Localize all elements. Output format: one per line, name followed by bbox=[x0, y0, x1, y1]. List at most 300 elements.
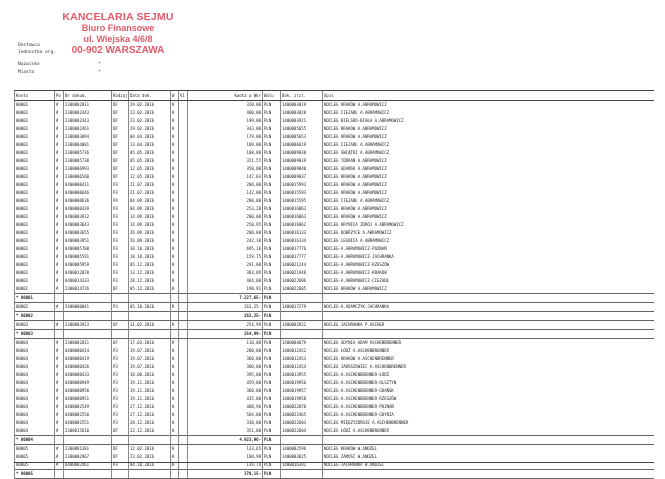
cell-v1 bbox=[179, 149, 188, 157]
table-row bbox=[15, 173, 655, 181]
cell-nr-dokum: 2300005736 bbox=[64, 149, 112, 157]
cell-waluta: PLN bbox=[263, 229, 281, 237]
cell-v1 bbox=[179, 237, 188, 245]
cell-opis: NOCLEG KRAKÓW A.ASCHENBRENNER bbox=[323, 355, 655, 363]
cell-konto: 80001 bbox=[15, 189, 55, 197]
table-row bbox=[15, 237, 655, 245]
cell-dok-zrzl: 1400009039 bbox=[281, 157, 323, 165]
col-po: Po bbox=[55, 91, 64, 101]
cell-po: # bbox=[55, 419, 64, 427]
cell-kwota: 400,00 bbox=[188, 109, 263, 117]
cell-kwota: 253,20 bbox=[188, 205, 263, 213]
cell-data-dok: 18.08.2016 bbox=[129, 371, 171, 379]
cell-waluta: PLN bbox=[263, 379, 281, 387]
cell-opis: NOCLEG-A.ASCHENBRENNER-RZESZÓW bbox=[323, 395, 655, 403]
cell-konto: 80005 bbox=[15, 453, 55, 461]
cell-w bbox=[171, 294, 179, 303]
cell-po: # bbox=[55, 165, 64, 173]
cell-data-dok: 19.07.2016 bbox=[129, 347, 171, 355]
cell-kwota: 242,10 bbox=[188, 237, 263, 245]
cell-kwota: 147,03 bbox=[188, 173, 263, 181]
cell-waluta: PLN bbox=[263, 205, 281, 213]
cell-opis bbox=[323, 436, 655, 445]
cell-dok-zrzl: 1400021948 bbox=[281, 269, 323, 277]
cell-po: # bbox=[55, 253, 64, 261]
cell-v1 bbox=[179, 109, 188, 117]
cell-data-dok: 28.12.2016 bbox=[129, 419, 171, 427]
cell-konto: 80001 bbox=[15, 269, 55, 277]
cell-opis: NOCLEG JAROSZOWIEC A.ASCHENBRENNER bbox=[323, 363, 655, 371]
cell-rodzaj: DF bbox=[112, 165, 129, 173]
cell-opis: NOCLEG KRAKÓW W.ANDZEL bbox=[323, 445, 655, 454]
cell-kwota: 360,00 bbox=[188, 387, 263, 395]
cell-waluta: PLN bbox=[263, 303, 281, 312]
cell-konto: 80004 bbox=[15, 355, 55, 363]
table-row bbox=[15, 229, 655, 237]
cell-w: K bbox=[171, 237, 179, 245]
cell-konto: 80001 bbox=[15, 149, 55, 157]
cell-konto: 80004 bbox=[15, 411, 55, 419]
cell-v1 bbox=[179, 213, 188, 221]
cell-v1 bbox=[179, 277, 188, 285]
cell-data-dok: 18.10.2016 bbox=[129, 253, 171, 261]
cell-w: K bbox=[171, 101, 179, 110]
cell-po: # bbox=[55, 133, 64, 141]
cell-kwota: 350,00 bbox=[188, 165, 263, 173]
cell-dok-zrzl: 1400017279 bbox=[281, 303, 323, 312]
cell-kwota: 320,00 bbox=[188, 101, 263, 110]
cell-waluta: PLN bbox=[263, 173, 281, 181]
cell-kwota: 280,00 bbox=[188, 181, 263, 189]
cell-po: # bbox=[55, 387, 64, 395]
cell-po: # bbox=[55, 149, 64, 157]
cell-waluta: PLN bbox=[263, 427, 281, 436]
cell-opis: NOCLEG KRAKÓW A.ABRAMOWICZ bbox=[323, 189, 655, 197]
cell-konto: * 80004 bbox=[15, 436, 55, 445]
cell-w: K bbox=[171, 363, 179, 371]
stamp-line-3: ul. Wiejska 4/6/8 bbox=[83, 34, 153, 44]
cell-dok-zrzl: 1400016134 bbox=[281, 237, 323, 245]
cell-nr-dokum: 6400003912 bbox=[64, 213, 112, 221]
cell-v1 bbox=[179, 371, 188, 379]
cell-konto: 80004 bbox=[15, 427, 55, 436]
cell-kwota: 109,00 bbox=[188, 141, 263, 149]
cell-nr-dokum: 6400000426 bbox=[64, 363, 112, 371]
cell-rodzaj: P3 bbox=[112, 355, 129, 363]
cell-rodzaj: P3 bbox=[112, 387, 129, 395]
cell-kwota: 695,16 bbox=[188, 245, 263, 253]
cell-po bbox=[55, 330, 64, 339]
cell-kwota: 351,00 bbox=[188, 427, 263, 436]
cell-dok-zrzl: 1400012453 bbox=[281, 355, 323, 363]
cell-v1 bbox=[179, 229, 188, 237]
cell-konto: 80003 bbox=[15, 321, 55, 330]
cell-data-dok: 12.05.2016 bbox=[129, 173, 171, 181]
cell-rodzaj: P3 bbox=[112, 411, 129, 419]
cell-w: K bbox=[171, 189, 179, 197]
cell-po: # bbox=[55, 277, 64, 285]
cell-kwota: 291,00 bbox=[188, 261, 263, 269]
cell-data-dok: 05.10.2016 bbox=[129, 303, 171, 312]
cell-w: K bbox=[171, 125, 179, 133]
table-row bbox=[15, 269, 655, 277]
cell-nr-dokum: 2300003094 bbox=[64, 133, 112, 141]
cell-w: K bbox=[171, 213, 179, 221]
cell-kwota: 108,00 bbox=[188, 149, 263, 157]
cell-konto: 80004 bbox=[15, 363, 55, 371]
cell-dok-zrzl bbox=[281, 330, 323, 339]
cell-po: # bbox=[55, 261, 64, 269]
cell-v1 bbox=[179, 197, 188, 205]
cell-po: # bbox=[55, 117, 64, 125]
cell-w: K bbox=[171, 411, 179, 419]
cell-konto: 80001 bbox=[15, 245, 55, 253]
cell-nr-dokum bbox=[64, 330, 112, 339]
cell-dok-zrzl: 1400021244 bbox=[281, 261, 323, 269]
cell-data-dok: 11.02.2016 bbox=[129, 321, 171, 330]
cell-kwota: 198,91 bbox=[188, 285, 263, 294]
cell-v1 bbox=[179, 387, 188, 395]
cell-w: K bbox=[171, 427, 179, 436]
cell-nr-dokum: 2300002967 bbox=[64, 453, 112, 461]
table-row bbox=[15, 379, 655, 387]
cell-kwota: 263,25- bbox=[188, 312, 263, 321]
cell-po: # bbox=[55, 197, 64, 205]
cell-data-dok: 27.12.2016 bbox=[129, 411, 171, 419]
col-waluta: Walu bbox=[263, 91, 281, 101]
cell-rodzaj: P3 bbox=[112, 419, 129, 427]
table-row bbox=[15, 253, 655, 261]
cell-v1 bbox=[179, 141, 188, 149]
cell-kwota: 258,95 bbox=[188, 221, 263, 229]
cell-opis: NOCLEG ŁÓDŹ A.ASCHENBRENNER bbox=[323, 427, 655, 436]
cell-nr-dokum: 2300001381 bbox=[64, 445, 112, 454]
cell-v1 bbox=[179, 221, 188, 229]
cell-data-dok: 21.07.2016 bbox=[129, 181, 171, 189]
cell-opis: NOCLEG KRAKÓW A.ABRAMOWICZ bbox=[323, 285, 655, 294]
cell-rodzaj: DF bbox=[112, 125, 129, 133]
cell-v1 bbox=[179, 181, 188, 189]
cell-waluta: PLN bbox=[263, 312, 281, 321]
table-row bbox=[15, 109, 655, 117]
cell-opis: NOCLEG-A.ADAMCZYK-JACHRANKA bbox=[323, 303, 655, 312]
cell-po: # bbox=[55, 237, 64, 245]
cell-v1 bbox=[179, 395, 188, 403]
cell-nr-dokum: 2300006560 bbox=[64, 173, 112, 181]
cell-nr-dokum: 6400012070 bbox=[64, 269, 112, 277]
cell-waluta: PLN bbox=[263, 403, 281, 411]
cell-opis: NOCLEG JACHRANKA P.ASCHER bbox=[323, 321, 655, 330]
cell-waluta: PLN bbox=[263, 445, 281, 454]
cell-rodzaj bbox=[112, 294, 129, 303]
cell-v1 bbox=[179, 285, 188, 294]
cell-kwota: 159,75 bbox=[188, 253, 263, 261]
cell-rodzaj: DF bbox=[112, 427, 129, 436]
cell-v1 bbox=[179, 330, 188, 339]
cell-w bbox=[171, 330, 179, 339]
ledger-table bbox=[14, 90, 654, 479]
cell-rodzaj: P4 bbox=[112, 197, 129, 205]
cell-konto: 80001 bbox=[15, 213, 55, 221]
cell-data-dok: 12.02.2016 bbox=[129, 445, 171, 454]
cell-opis: NOCLEG MIĘDZYZDROJE A.ASCHENBRENNER bbox=[323, 419, 655, 427]
cell-po: # bbox=[55, 363, 64, 371]
cell-waluta: PLN bbox=[263, 355, 281, 363]
cell-rodzaj: P3 bbox=[112, 371, 129, 379]
table-row bbox=[15, 245, 655, 253]
cell-dok-zrzl: 1400017777 bbox=[281, 253, 323, 261]
cell-dok-zrzl: 1400003020 bbox=[281, 109, 323, 117]
cell-waluta: PLN bbox=[263, 189, 281, 197]
cell-nr-dokum: 6400014333 bbox=[64, 277, 112, 285]
cell-opis: NOCLEG ŚWIĄTKI A.ABRAMOWICZ bbox=[323, 149, 655, 157]
cell-po: # bbox=[55, 269, 64, 277]
col-dok-zrzl: Dok. zrzl. bbox=[281, 91, 323, 101]
cell-waluta: PLN bbox=[263, 461, 281, 470]
cell-v1 bbox=[179, 205, 188, 213]
cell-konto: 80001 bbox=[15, 101, 55, 110]
cell-w: K bbox=[171, 181, 179, 189]
cell-konto: * 80005 bbox=[15, 470, 55, 479]
cell-rodzaj: P3 bbox=[112, 303, 129, 312]
cell-konto: 80001 bbox=[15, 277, 55, 285]
cell-dok-zrzl: 1400005653 bbox=[281, 133, 323, 141]
cell-dok-zrzl: 1400022465 bbox=[281, 411, 323, 419]
meta-label: Dostawca bbox=[18, 43, 40, 48]
cell-dok-zrzl: 1400019956 bbox=[281, 379, 323, 387]
cell-rodzaj: P3 bbox=[112, 379, 129, 387]
cell-rodzaj bbox=[112, 312, 129, 321]
table-row bbox=[15, 371, 655, 379]
cell-dok-zrzl: 1400022606 bbox=[281, 277, 323, 285]
cell-nr-dokum: 2300006993 bbox=[64, 165, 112, 173]
table-row bbox=[15, 181, 655, 189]
cell-kwota: 280,00 bbox=[188, 347, 263, 355]
cell-w: K bbox=[171, 445, 179, 454]
cell-dok-zrzl: 1400022603 bbox=[281, 419, 323, 427]
cell-w: K bbox=[171, 453, 179, 461]
cell-v1 bbox=[179, 133, 188, 141]
cell-rodzaj: DF bbox=[112, 141, 129, 149]
cell-dok-zrzl: 1400002596 bbox=[281, 445, 323, 454]
cell-po: # bbox=[55, 213, 64, 221]
cell-opis: NOCLEG BIELSKO-BIAŁA A.ABRAMOWICZ bbox=[323, 117, 655, 125]
cell-nr-dokum: 2300002443 bbox=[64, 117, 112, 125]
cell-waluta: PLN bbox=[263, 165, 281, 173]
table-row bbox=[15, 277, 655, 285]
cell-dok-zrzl: 1400006619 bbox=[281, 141, 323, 149]
cell-opis: NOCLEG-A.ASCHENBRENNER-ŁÓDŹ bbox=[323, 371, 655, 379]
cell-opis: NOCLEG KRAKÓW A.ABRAMOWICZ bbox=[323, 205, 655, 213]
cell-rodzaj: P3 bbox=[112, 395, 129, 403]
cell-waluta: PLN bbox=[263, 285, 281, 294]
table-row bbox=[15, 205, 655, 213]
cell-rodzaj: DF bbox=[112, 285, 129, 294]
cell-v1 bbox=[179, 312, 188, 321]
cell-rodzaj: DF bbox=[112, 149, 129, 157]
cell-waluta: PLN bbox=[263, 237, 281, 245]
cell-dok-zrzl: 1400016862 bbox=[281, 221, 323, 229]
cell-dok-zrzl: 1400003025 bbox=[281, 453, 323, 461]
table-row bbox=[15, 213, 655, 221]
cell-v1 bbox=[179, 363, 188, 371]
cell-po: # bbox=[55, 181, 64, 189]
cell-po: # bbox=[55, 379, 64, 387]
cell-kwota: 254,99 bbox=[188, 321, 263, 330]
meta-value: * bbox=[98, 62, 101, 67]
cell-w: K bbox=[171, 173, 179, 181]
cell-nr-dokum bbox=[64, 294, 112, 303]
cell-data-dok: 13.04.2016 bbox=[129, 141, 171, 149]
table-row bbox=[15, 101, 655, 110]
cell-waluta: PLN bbox=[263, 321, 281, 330]
cell-data-dok: 05.12.2016 bbox=[129, 285, 171, 294]
cell-kwota: 4.923,96- bbox=[188, 436, 263, 445]
cell-konto: 80005 bbox=[15, 445, 55, 454]
cell-data-dok: 04.09.2016 bbox=[129, 197, 171, 205]
cell-nr-dokum bbox=[64, 312, 112, 321]
cell-waluta: PLN bbox=[263, 117, 281, 125]
cell-v1 bbox=[179, 339, 188, 348]
cell-nr-dokum: 2300002461 bbox=[64, 125, 112, 133]
cell-waluta: PLN bbox=[263, 387, 281, 395]
cell-data-dok: 13.12.2016 bbox=[129, 269, 171, 277]
cell-opis: NOCLEG-A.ABRAMOWICZ-KRAKÓW bbox=[323, 269, 655, 277]
cell-w: K bbox=[171, 109, 179, 117]
cell-konto: 80001 bbox=[15, 221, 55, 229]
cell-dok-zrzl bbox=[281, 312, 323, 321]
cell-waluta: PLN bbox=[263, 339, 281, 348]
table-row bbox=[15, 141, 655, 149]
cell-rodzaj: DF bbox=[112, 445, 129, 454]
cell-v1 bbox=[179, 245, 188, 253]
cell-waluta: PLN bbox=[263, 363, 281, 371]
cell-data-dok: 29.02.2016 bbox=[129, 125, 171, 133]
cell-konto: 80001 bbox=[15, 109, 55, 117]
cell-w: K bbox=[171, 141, 179, 149]
cell-rodzaj: P3 bbox=[112, 237, 129, 245]
cell-rodzaj: DF bbox=[112, 453, 129, 461]
cell-konto: 80001 bbox=[15, 197, 55, 205]
table-row bbox=[15, 117, 655, 125]
cell-po: # bbox=[55, 245, 64, 253]
cell-v1 bbox=[179, 355, 188, 363]
cell-nr-dokum: 2300002011 bbox=[64, 101, 112, 110]
cell-po: # bbox=[55, 303, 64, 312]
cell-kwota: 360,00 bbox=[188, 355, 263, 363]
cell-dok-zrzl: 1400022070 bbox=[281, 403, 323, 411]
cell-rodzaj: P3 bbox=[112, 213, 129, 221]
cell-v1 bbox=[179, 125, 188, 133]
col-konto: Konto bbox=[15, 91, 55, 101]
cell-rodzaj: DF bbox=[112, 117, 129, 125]
cell-data-dok: 19.07.2016 bbox=[129, 355, 171, 363]
cell-nr-dokum: 6400000646 bbox=[64, 189, 112, 197]
cell-dok-zrzl: 1400022604 bbox=[281, 427, 323, 436]
cell-w bbox=[171, 436, 179, 445]
table-row bbox=[15, 197, 655, 205]
cell-nr-dokum: 2300014726 bbox=[64, 285, 112, 294]
cell-v1 bbox=[179, 157, 188, 165]
cell-data-dok: 19.07.2016 bbox=[129, 363, 171, 371]
col-rodzaj: Rodzaj bbox=[112, 91, 129, 101]
cell-waluta: PLN bbox=[263, 213, 281, 221]
cell-konto: 80001 bbox=[15, 173, 55, 181]
cell-konto: * 80003 bbox=[15, 330, 55, 339]
cell-opis: NOCLEG CIEZADŁ A.ABRAMOWICZ bbox=[323, 141, 655, 149]
cell-po: # bbox=[55, 347, 64, 355]
cell-kwota: 280,00 bbox=[188, 197, 263, 205]
cell-kwota: 383,09 bbox=[188, 269, 263, 277]
cell-nr-dokum: 2300005738 bbox=[64, 157, 112, 165]
cell-waluta: PLN bbox=[263, 141, 281, 149]
cell-data-dok: 14.09.2016 bbox=[129, 213, 171, 221]
table-row bbox=[15, 189, 655, 197]
cell-opis: NOCLEG KRAKÓW A.ABRAMOWICZ bbox=[323, 181, 655, 189]
stamp-line-4: 00-902 WARSZAWA bbox=[71, 45, 165, 56]
cell-rodzaj: P3 bbox=[112, 253, 129, 261]
cell-dok-zrzl: 1400003019 bbox=[281, 101, 323, 110]
cell-v1 bbox=[179, 347, 188, 355]
cell-v1 bbox=[179, 303, 188, 312]
cell-v1 bbox=[179, 427, 188, 436]
cell-opis: NOCLEG ZAMOŚĆ W.ANDZEL bbox=[323, 453, 655, 461]
col-v1: V1 bbox=[179, 91, 188, 101]
cell-rodzaj: P3 bbox=[112, 261, 129, 269]
cell-dok-zrzl: 1400009037 bbox=[281, 173, 323, 181]
cell-w: K bbox=[171, 285, 179, 294]
cell-konto: 80005 bbox=[15, 461, 55, 470]
cell-nr-dokum: 6400002549 bbox=[64, 403, 112, 411]
cell-waluta: PLN bbox=[263, 181, 281, 189]
cell-opis bbox=[323, 294, 655, 303]
cell-rodzaj: DF bbox=[112, 101, 129, 110]
cell-rodzaj: P3 bbox=[112, 245, 129, 253]
cell-opis: NOCLEG-A.ABRAMOWICZ-CIEZADŁ bbox=[323, 277, 655, 285]
cell-w: K bbox=[171, 355, 179, 363]
cell-v1 bbox=[179, 411, 188, 419]
cell-po: # bbox=[55, 321, 64, 330]
table-row bbox=[15, 445, 655, 454]
table-row bbox=[15, 363, 655, 371]
cell-data-dok: 05.05.2016 bbox=[129, 157, 171, 165]
cell-nr-dokum: 5400000041 bbox=[64, 303, 112, 312]
cell-w: K bbox=[171, 245, 179, 253]
cell-w: K bbox=[171, 117, 179, 125]
cell-konto: 80004 bbox=[15, 387, 55, 395]
table-row bbox=[15, 125, 655, 133]
cell-data-dok: 27.12.2016 bbox=[129, 403, 171, 411]
cell-nr-dokum: 6400002461 bbox=[64, 461, 112, 470]
cell-data-dok: 26.09.2016 bbox=[129, 229, 171, 237]
cell-data-dok: 19.11.2016 bbox=[129, 395, 171, 403]
cell-nr-dokum: 6400003643 bbox=[64, 221, 112, 229]
cell-konto: 80001 bbox=[15, 117, 55, 125]
cell-nr-dokum: 6400000433 bbox=[64, 371, 112, 379]
cell-dok-zrzl: 1400012452 bbox=[281, 347, 323, 355]
table-header-row bbox=[15, 91, 655, 101]
cell-rodzaj: P3 bbox=[112, 363, 129, 371]
cell-po: # bbox=[55, 339, 64, 348]
cell-data-dok: 05.12.2016 bbox=[129, 261, 171, 269]
cell-waluta: PLN bbox=[263, 101, 281, 110]
cell-rodzaj: DF bbox=[112, 133, 129, 141]
cell-opis: NOCLEG TODRAŃ A.ABRAMOWICZ bbox=[323, 157, 655, 165]
table-row bbox=[15, 149, 655, 157]
table-row bbox=[15, 303, 655, 312]
cell-po: # bbox=[55, 229, 64, 237]
cell-nr-dokum: 6400003951 bbox=[64, 237, 112, 245]
